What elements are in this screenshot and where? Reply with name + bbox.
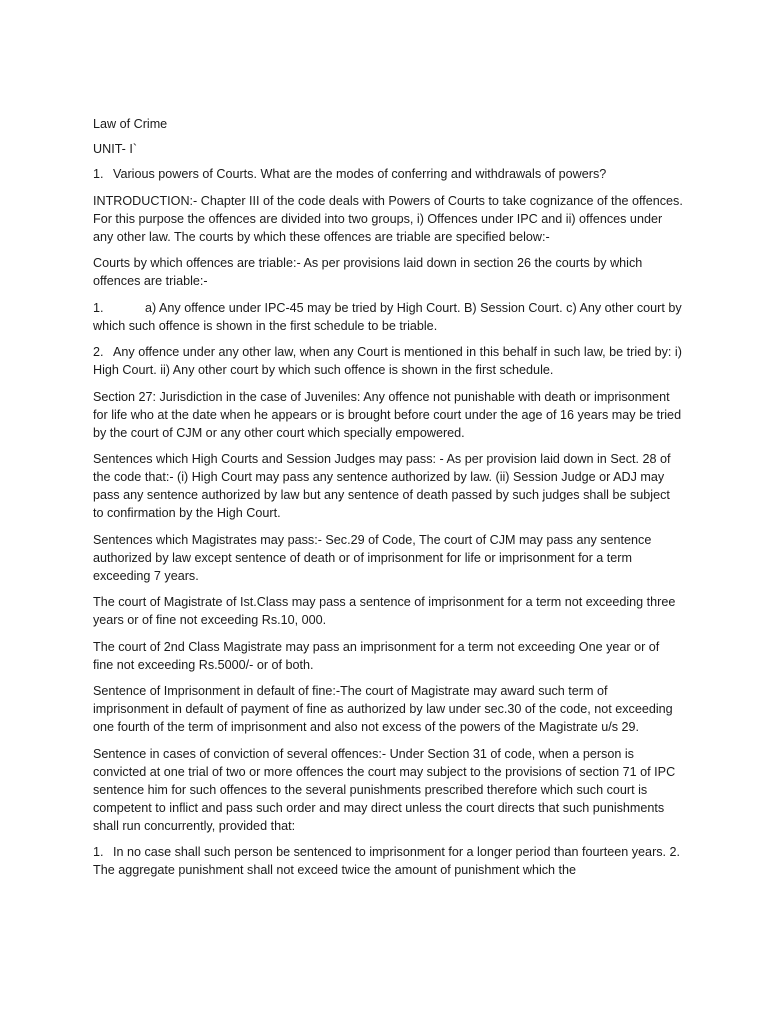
list-item-text: In no case shall such person be sentenced to imprisonment for a longer period than fourteen years. 2. The aggregate punishment shall not exceed twice the amount of punishment which the xyxy=(93,845,681,877)
document-body xyxy=(93,115,683,888)
courts-triable-paragraph: Courts by which offences are triable:- As per provisions laid down in section 26 the courts by which offences are triable:- xyxy=(93,256,643,288)
high-courts-sentences-paragraph: Sentences which High Courts and Session Judges may pass: - As per provision laid down in Sect. 28 of the code that:- (i) High Court may pass any sentence authorized by law. (ii) Session Judge or ADJ may pass any sentence authorized by law but any sentence of death passed by such judges shall be subject to confirmation by the High Court. xyxy=(93,452,671,520)
first-class-magistrate-paragraph: The court of Magistrate of Ist.Class may pass a sentence of imprisonment for a term not exceeding three years or of fine not exceeding Rs.10, 000. xyxy=(93,595,676,627)
question-text: Various powers of Courts. What are the modes of conferring and withdrawals of powers? xyxy=(113,167,607,181)
list-item-text: a) Any offence under IPC-45 may be tried by High Court. B) Session Court. c) Any other court by which such offence is shown in the first schedule to be triable. xyxy=(93,300,682,333)
list-item xyxy=(93,343,683,379)
magistrates-sentences-paragraph: Sentences which Magistrates may pass:- Sec.29 of Code, The court of CJM may pass any sentence authorized by law except sentence of death or of imprisonment for life or imprisonment for a term exceeding 7 years. xyxy=(93,532,652,583)
list-item xyxy=(93,843,683,879)
introduction-paragraph: INTRODUCTION:- Chapter III of the code deals with Powers of Courts to take cognizance of the offences. For this purpose the offences are divided into two groups, i) Offences under IPC and ii) offences under any other law. The courts by which these offences are triable are specified below:- xyxy=(93,193,683,244)
question-heading xyxy=(93,165,683,183)
list-item xyxy=(93,299,683,335)
question-number: 1. xyxy=(93,167,104,181)
list-item-number: 1. xyxy=(93,845,104,859)
several-offences-paragraph: Sentence in cases of conviction of several offences:- Under Section 31 of code, when a person is convicted at one trial of two or more offences the court may subject to the provisions of section 71 of IPC sentence him for such offences to the several punishments prescribed therefore which such court is competent to inflict and pass such order and may direct unless the court directs that such punishments shall run concurrently, provided that: xyxy=(93,746,676,833)
list-item-text: Any offence under any other law, when any Court is mentioned in this behalf in such law, be tried by: i) High Court. ii) Any other court by which such offence is shown in the first schedule. xyxy=(93,345,682,377)
list-item-number: 2. xyxy=(93,345,104,359)
list-item-number: 1. xyxy=(93,300,104,315)
second-class-magistrate-paragraph: The court of 2nd Class Magistrate may pass an imprisonment for a term not exceeding One year or of fine not exceeding Rs.5000/- or of both. xyxy=(93,639,660,672)
default-fine-paragraph: Sentence of Imprisonment in default of fine:-The court of Magistrate may award such term of imprisonment in default of payment of fine as authorized by law under sec.30 of the code, not exceeding one fourth of the term of imprisonment and also not excess of the powers of the Magistrate u/s 29. xyxy=(93,684,673,734)
unit-heading: UNIT- I` xyxy=(93,142,138,156)
document-title: Law of Crime xyxy=(93,117,168,131)
section27-paragraph: Section 27: Jurisdiction in the case of Juveniles: Any offence not punishable with death or imprisonment for life who at the date when he appears or is brought before court under the age of 16 years may be tried by the court of CJM or any other court which specially empowered. xyxy=(93,389,682,440)
